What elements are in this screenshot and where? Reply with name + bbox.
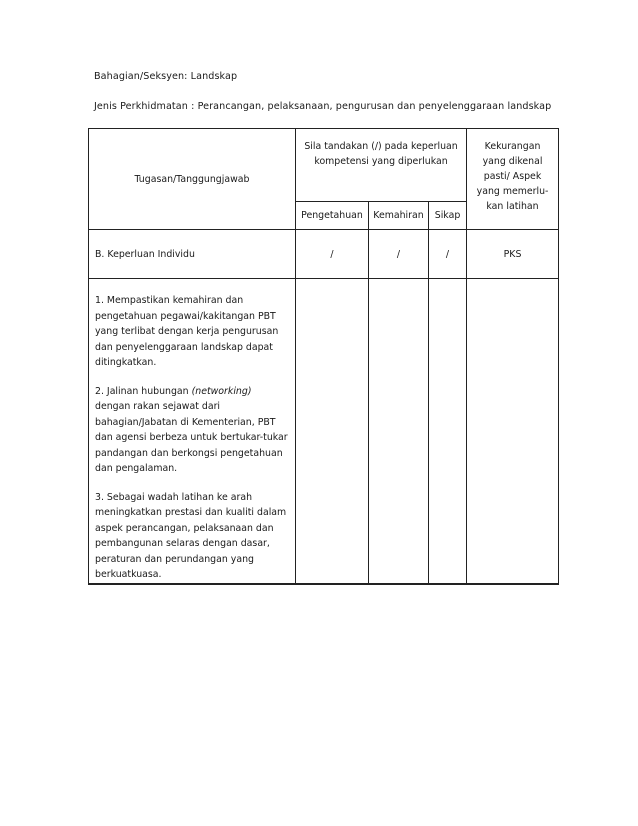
section-line: Bahagian/Seksyen: Landskap bbox=[94, 71, 238, 82]
header-knowledge-label: Pengetahuan bbox=[301, 210, 363, 221]
empty-cell bbox=[467, 279, 559, 584]
header-competency bbox=[296, 129, 467, 202]
header-attitude-label: Sikap bbox=[434, 210, 461, 221]
header-gap bbox=[467, 129, 559, 230]
row-b-label: B. Keperluan Individu bbox=[89, 230, 296, 279]
row-b-skill-mark: / bbox=[369, 230, 429, 279]
header-task bbox=[89, 129, 296, 230]
empty-cell bbox=[296, 279, 369, 584]
header-knowledge bbox=[296, 202, 369, 230]
empty-cell bbox=[429, 279, 467, 584]
task-items bbox=[89, 279, 296, 584]
header-competency-label: Sila tandakan (/) pada keperluan kompetensi yang diperlukan bbox=[304, 141, 458, 167]
list-item-italic: (networking) bbox=[191, 385, 252, 397]
list-item-text: 2. Jalinan hubungan bbox=[95, 385, 192, 397]
header-skill-label: Kemahiran bbox=[373, 210, 424, 221]
competency-table bbox=[88, 128, 559, 585]
list-item-text: dengan rakan sejawat dari bahagian/Jabatan di Kementerian, PBT dan agensi berbeza untuk bertukar-tukar pandangan dan berkongsi pengetahuan dan pengalaman. bbox=[95, 401, 288, 474]
row-b-gap: PKS bbox=[467, 230, 559, 279]
row-b-attitude-mark: / bbox=[429, 230, 467, 279]
list-item: 3. Sebagai wadah latihan ke arah meningkatkan prestasi dan kualiti dalam aspek perancangan, pelaksanaan dan pembangunan selaras dengan dasar, peraturan dan perundangan yang berkuatkuasa. bbox=[95, 491, 287, 580]
service-line: Jenis Perkhidmatan : Perancangan, pelaksanaan, pengurusan dan penyelenggaraan landskap bbox=[94, 101, 552, 112]
table-row bbox=[89, 230, 559, 279]
header-task-label: Tugasan/Tanggungjawab bbox=[134, 173, 250, 185]
list-item: 1. Mempastikan kemahiran dan pengetahuan pegawai/kakitangan PBT yang terlibat dengan kerja pengurusan dan penyelenggaraan landskap dapat ditingkatkan. bbox=[95, 295, 279, 368]
header-gap-label: Kekurangan yang dikenal pasti/ Aspek yang memerlu-kan latihan bbox=[476, 141, 549, 212]
table-row bbox=[89, 279, 559, 584]
header-attitude bbox=[429, 202, 467, 230]
header-skill bbox=[369, 202, 429, 230]
list-item bbox=[95, 384, 289, 477]
empty-cell bbox=[369, 279, 429, 584]
row-b-knowledge-mark: / bbox=[296, 230, 369, 279]
